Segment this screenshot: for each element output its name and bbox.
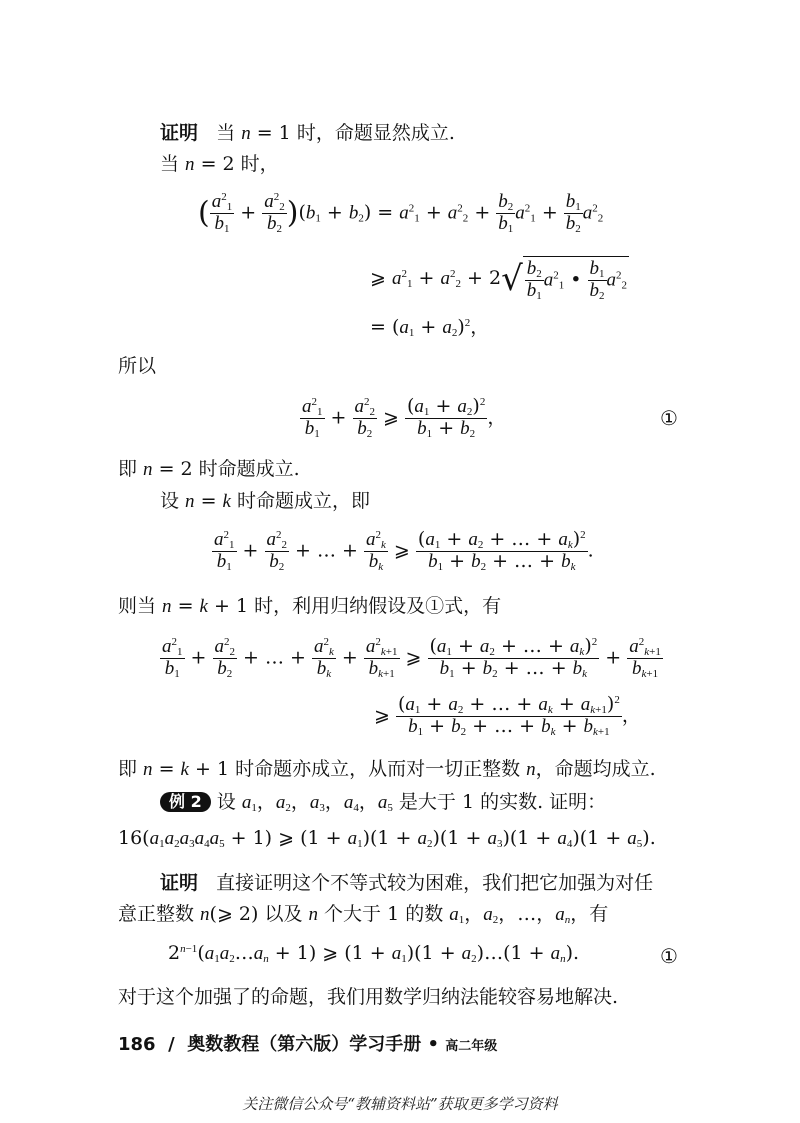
strengthened-inequality: $2^{n-1}(a_1a_2\dots a_n + 1)$ ⩾ $(1 + a_1)(1$ + $a_2)\dots(1 + a_n)$.	[168, 942, 580, 965]
proof-line-1: 证明 当 n = 1 时，命题显然成立.	[160, 122, 455, 144]
example-2: 例 2 设 $a_1$，$a_2$，$a_3$，$a_4$，$a_5$ 是大于 1 的实数. 证明：	[160, 792, 606, 814]
inequality-1: $\frac{a^2_1}{b_1}$ + $\frac{a^2_2}{b_2}$ ⩾ $\frac{(a_1 + a_2)^2}{b_1 + b_2}$ ，	[302, 395, 507, 440]
induction-step-line1: $\frac{a^2_1}{b_1}$ + $\frac{a^2_2}{b_2}$ + … + $\frac{a^2_k}{b_k}$ + $\frac{a^2_{k+1}}{b_{k+1}}$ ⩾ $\frac{(a_1 + a_2 + \dots + a_k)^2}{b_1 + b_2 + \dots + b_k}$ + $\frac{a^2_{k+1}}{b_{k+1}}$	[162, 635, 661, 680]
conclusion-text: 即 n = k + 1 时命题亦成立，从而对一切正整数 n，命题均成立.	[118, 758, 656, 780]
proof-label: 证明	[160, 122, 199, 144]
inequality-hypothesis: $\frac{a^2_1}{b_1}$ + $\frac{a^2_2}{b_2}$ + … + $\frac{a^2_k}{b_k}$ ⩾ $\frac{(a_1 + a_2 + \dots + a_k)^2}{b_1 + b_2 + \dots + b_k}$ .	[214, 528, 594, 573]
page-number: 186	[118, 1034, 156, 1055]
equation-marker-2: ①	[660, 944, 678, 968]
page-footer: 186 / 奥数教程（第六版）学习手册 • 高二年级	[118, 1034, 498, 1055]
example-inequality: $16(a_1a_2a_3a_4a_5 + 1)$ ⩾ $(1 + a_1)(1 + a_2)(1 + a_3)(1 + a_4)(1 + a_5)$.	[118, 827, 656, 850]
equation-n2-line1: ( $\frac{a^2_1}{b_1}$ + $\frac{a^2_2}{b_2}$ )$(b_1 + b_2) = a^2_1 + a^2_2$ + $\frac{b_2}{b_1}$ $a^2_1$ + $\frac{b_1}{b_2}$ $a^2_2$	[198, 191, 604, 235]
then-text: 则当 n = k + 1 时，利用归纳假设及①式，有	[118, 595, 502, 617]
watermark-text: 关注微信公众号“教辅资料站”获取更多学习资料	[242, 1095, 558, 1113]
assume-text: 设 n = k 时命题成立，即	[160, 490, 371, 512]
proof2-line1: 证明 直接证明这个不等式较为困难，我们把它加强为对任	[160, 872, 654, 894]
so-text: 所以	[118, 355, 157, 377]
proof2-line2: 意正整数 n(⩾ 2) 以及 n 个大于 1 的数 $a_1$，$a_2$，…，$a_n$，有	[118, 903, 609, 926]
case-n2-line: 当 n = 2 时，	[160, 153, 279, 175]
equation-n2-line2: ⩾ $a^2_1 + a^2_2 + 2√$ $\frac{b_2}{b_1}$ $a^2_1$ • $\frac{b_1}{b_2}$ $a^2_2$	[370, 258, 628, 302]
n2-holds-text: 即 n = 2 时命题成立.	[118, 458, 300, 480]
proof2-label: 证明	[160, 872, 199, 894]
grade-label: 高二年级	[445, 1039, 498, 1054]
equation-n2-line3: = $(a_1 + a_2)^2$，	[370, 316, 490, 339]
book-title: 奥数教程（第六版）学习手册	[187, 1034, 422, 1055]
final-text: 对于这个加强了的命题，我们用数学归纳法能较容易地解决.	[118, 986, 619, 1008]
induction-step-line2: ⩾ $\frac{(a_1 + a_2 + \dots + a_k + a_{k+1})^2}{b_1 + b_2 + \dots + b_k + b_{k+1}}$ ，	[374, 693, 641, 738]
example-badge: 例 2	[160, 792, 211, 812]
equation-marker-1: ①	[660, 406, 678, 430]
